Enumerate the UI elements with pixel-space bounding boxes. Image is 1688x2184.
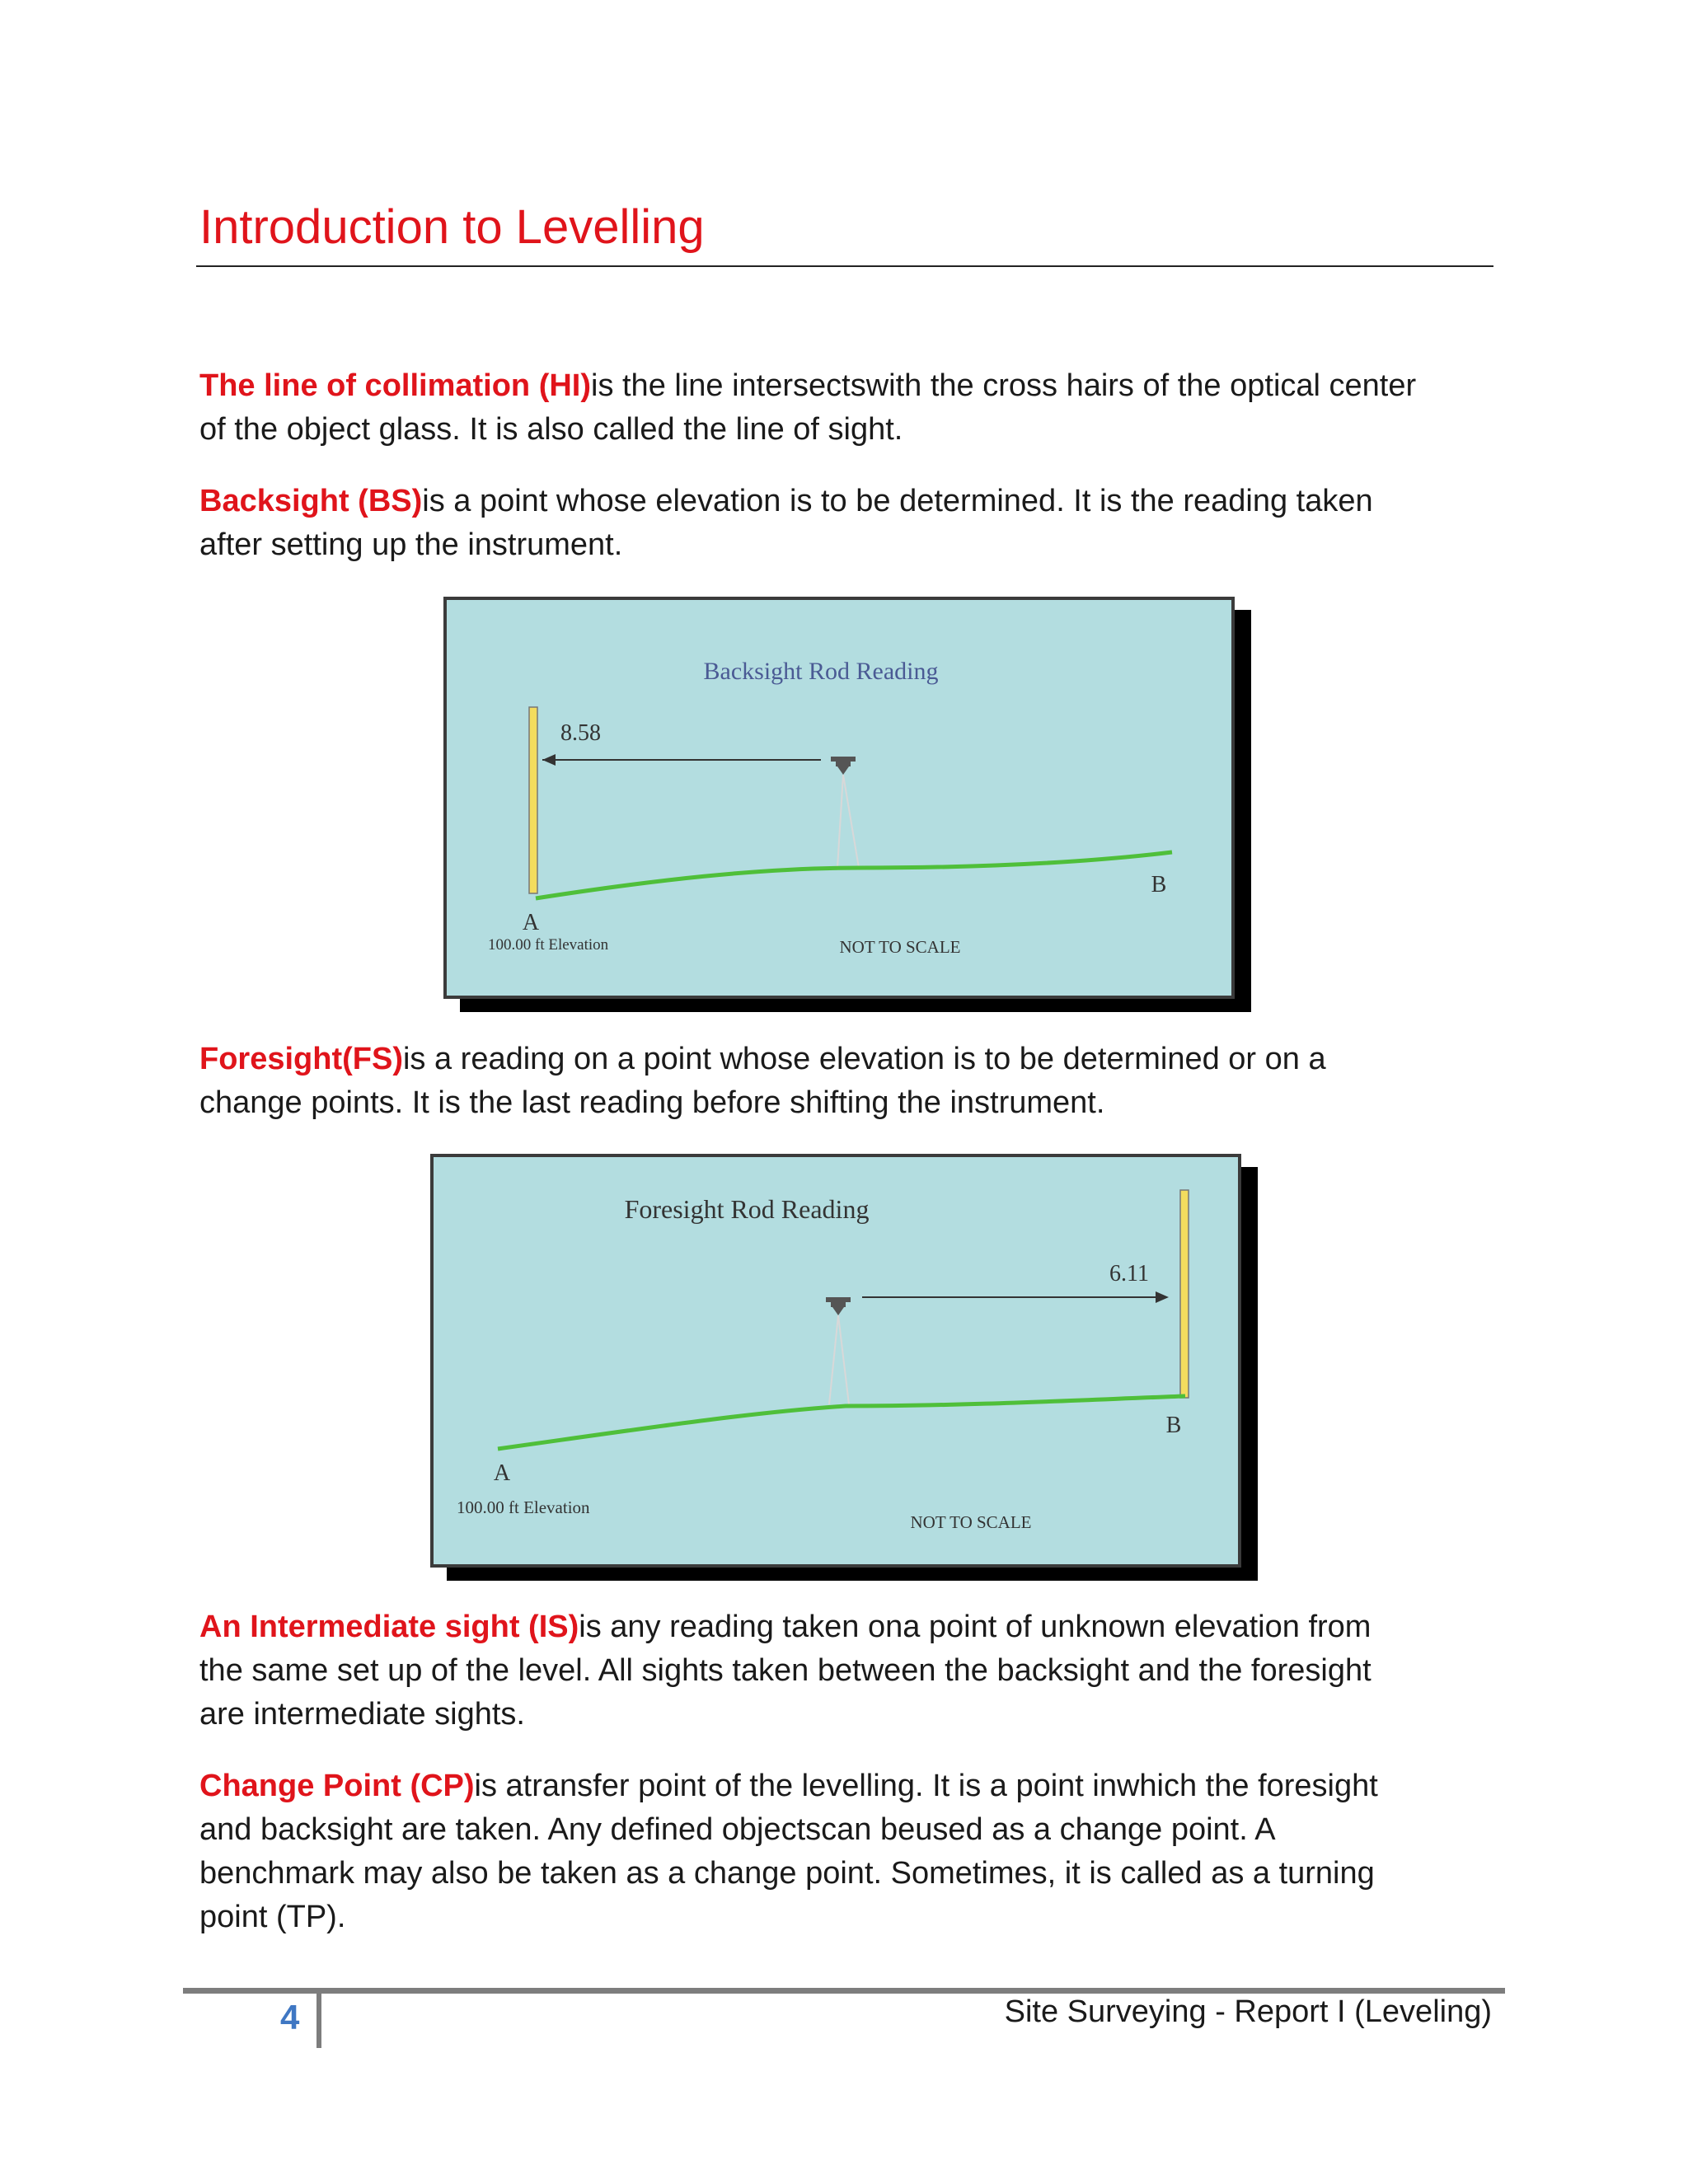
foresight-term: Foresight(FS) — [199, 1042, 403, 1076]
backsight-reading: 8.58 — [560, 720, 601, 746]
page-title: Introduction to Levelling — [199, 200, 705, 254]
backsight-arrowhead — [542, 754, 556, 766]
backsight-diagram — [447, 600, 1231, 996]
change-point-line-1 — [199, 1765, 1502, 1808]
backsight-paragraph — [199, 480, 1502, 567]
backsight-line-2: after setting up the instrument. — [199, 527, 623, 562]
footer-title: Site Surveying - Report I (Leveling) — [1004, 1994, 1492, 2029]
foresight-tripod-leg — [838, 1315, 849, 1404]
backsight-ground-line — [536, 852, 1172, 898]
backsight-elevation-label: 100.00 ft Elevation — [488, 936, 609, 954]
backsight-tripod-leg — [843, 775, 859, 868]
backsight-line-1 — [199, 480, 1502, 523]
foresight-line-1 — [199, 1038, 1502, 1081]
backsight-tripod-leg — [837, 775, 843, 868]
change-point-line-4: point (TP). — [199, 1900, 346, 1934]
foresight-elevation-label: 100.00 ft Elevation — [457, 1497, 590, 1517]
change-point-line-2: and backsight are taken. Any defined objectscan beused as a change point. A — [199, 1812, 1276, 1847]
backsight-point-a: A — [522, 910, 540, 935]
backsight-term: Backsight (BS) — [199, 484, 423, 518]
change-point-text-1: is atransfer point of the levelling. It is a point inwhich the foresight — [474, 1769, 1378, 1803]
foresight-tripod-leg — [829, 1315, 838, 1404]
foresight-paragraph — [199, 1038, 1502, 1125]
intermediate-line-2: the same set up of the level. All sights taken between the backsight and the foresight — [199, 1653, 1372, 1688]
collimation-term: The line of collimation (HI) — [199, 368, 591, 403]
foresight-text-1: is a reading on a point whose elevation is to be determined or on a — [402, 1042, 1326, 1076]
footer-divider — [183, 1988, 1505, 1994]
foresight-figure-title: Foresight Rod Reading — [624, 1194, 870, 1224]
backsight-level-instrument — [831, 757, 856, 762]
intermediate-line-1 — [199, 1605, 1502, 1649]
change-point-line-3: benchmark may also be taken as a change point. Sometimes, it is called as a turning — [199, 1856, 1375, 1891]
foresight-line-2: change points. It is the last reading before shifting the instrument. — [199, 1085, 1105, 1120]
foresight-reading: 6.11 — [1109, 1261, 1149, 1286]
page-number: 4 — [280, 1998, 300, 2036]
foresight-level-instrument — [826, 1297, 851, 1302]
change-point-term: Change Point (CP) — [199, 1769, 475, 1803]
backsight-point-b: B — [1151, 872, 1167, 898]
collimation-line-1 — [199, 364, 1502, 408]
backsight-rod — [529, 707, 537, 893]
footer-separator — [316, 1994, 321, 2048]
intermediate-line-3: are intermediate sights. — [199, 1697, 525, 1732]
intermediate-text-1: is any reading taken ona point of unknown elevation from — [579, 1610, 1372, 1644]
foresight-arrowhead — [1156, 1291, 1169, 1303]
intermediate-paragraph — [199, 1605, 1502, 1736]
backsight-figure-title: Backsight Rod Reading — [703, 658, 939, 685]
intermediate-term: An Intermediate sight (IS) — [199, 1610, 579, 1644]
foresight-ground-line — [498, 1396, 1185, 1449]
change-point-paragraph — [199, 1765, 1502, 1939]
title-divider — [196, 265, 1493, 267]
foresight-point-b: B — [1165, 1413, 1182, 1438]
foresight-point-a: A — [493, 1460, 511, 1486]
foresight-scale-note: NOT TO SCALE — [910, 1512, 1032, 1532]
collimation-paragraph — [199, 364, 1502, 452]
collimation-text-1: is the line intersectswith the cross hairs of the optical center — [591, 368, 1417, 403]
backsight-text-1: is a point whose elevation is to be determined. It is the reading taken — [422, 484, 1373, 518]
foresight-figure — [430, 1154, 1241, 1568]
backsight-figure — [443, 597, 1235, 999]
collimation-line-2: of the object glass. It is also called the line of sight. — [199, 412, 903, 447]
foresight-diagram — [434, 1157, 1238, 1564]
backsight-scale-note: NOT TO SCALE — [839, 937, 961, 957]
foresight-rod — [1180, 1190, 1189, 1398]
